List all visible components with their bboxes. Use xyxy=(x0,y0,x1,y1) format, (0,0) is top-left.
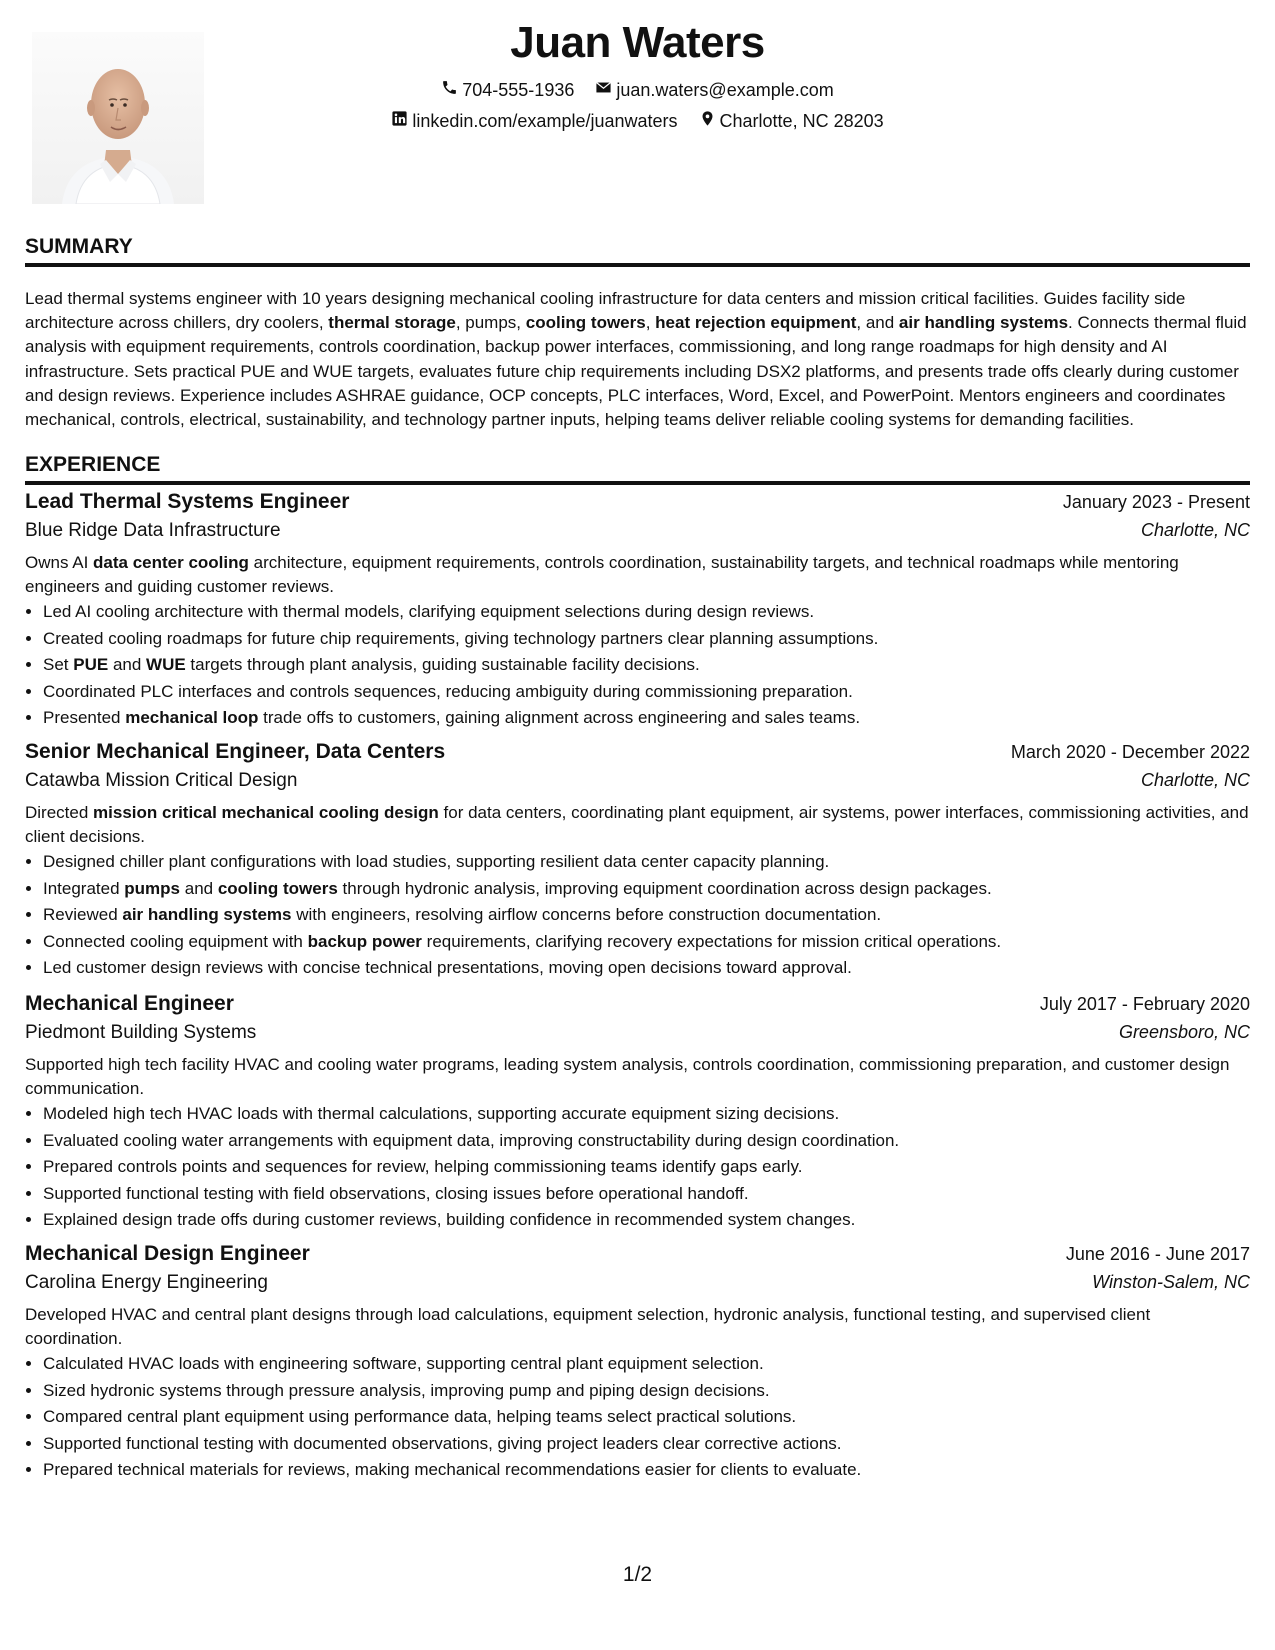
job-company-row xyxy=(25,764,1250,792)
summary-heading: SUMMARY xyxy=(25,235,1250,267)
text-segment: Reviewed xyxy=(43,905,123,924)
text-segment: Calculated HVAC loads with engineering software, supporting central plant equipment selection. xyxy=(43,1354,764,1373)
text-segment: through hydronic analysis, improving equipment coordination across design packages. xyxy=(337,878,992,898)
bullet-item xyxy=(43,1154,1250,1181)
bullet-item xyxy=(43,929,1250,956)
emphasis-text: data center cooling xyxy=(93,553,249,572)
job-description xyxy=(25,551,1250,598)
company-name: Blue Ridge Data Infrastructure xyxy=(25,520,281,541)
emphasis-text: pumps xyxy=(124,878,181,898)
text-segment: Directed xyxy=(25,803,94,822)
job-entry xyxy=(25,740,1250,982)
bullet-list xyxy=(25,599,1250,732)
job-location: Winston-Salem, NC xyxy=(1092,1272,1250,1292)
bullet-item xyxy=(43,1128,1250,1155)
bullet-item xyxy=(43,1351,1250,1378)
text-segment: , pumps, xyxy=(455,313,526,333)
text-segment: Created cooling roadmaps for future chip requirements, giving technology partners clear planning assumptions. xyxy=(43,628,879,648)
linkedin-link[interactable]: linkedin.com/example/juanwaters xyxy=(412,110,678,131)
job-entry xyxy=(25,1242,1250,1484)
text-segment: Coordinated PLC interfaces and controls sequences, reducing ambiguity during commissioning preparation. xyxy=(43,681,853,701)
contact-phone xyxy=(441,79,574,101)
job-title: Mechanical Design Engineer xyxy=(25,1242,310,1265)
map-pin-icon xyxy=(699,110,716,132)
emphasis-text: backup power xyxy=(307,931,422,951)
text-segment: with engineers, resolving airflow concerns before construction documentation. xyxy=(291,905,882,924)
job-dates: March 2020 - December 2022 xyxy=(1010,742,1250,762)
bullet-item xyxy=(43,679,1250,706)
text-segment: Supported functional testing with documented observations, giving project leaders clear corrective actions. xyxy=(43,1433,842,1453)
job-location: Charlotte, NC xyxy=(1140,770,1250,790)
emphasis-text: mission critical mechanical cooling design xyxy=(93,803,439,822)
bullet-item xyxy=(43,1181,1250,1208)
emphasis-text: PUE xyxy=(73,655,109,674)
text-segment: trade offs to customers, gaining alignment across engineering and sales teams. xyxy=(258,708,861,727)
emphasis-text: thermal storage xyxy=(328,313,456,333)
linkedin-icon xyxy=(391,110,408,132)
bullet-item xyxy=(43,1378,1250,1405)
text-segment: Sized hydronic systems through pressure analysis, improving pump and piping design decisions. xyxy=(43,1380,770,1400)
text-segment: Led customer design reviews with concise technical presentations, moving open decisions toward approval. xyxy=(43,958,852,977)
text-segment: Supported high tech facility HVAC and cooling water programs, leading system analysis, controls coordination, commissioning preparation, and customer design communication. xyxy=(25,1055,1230,1098)
contact-location xyxy=(699,110,884,132)
bullet-item xyxy=(43,599,1250,626)
bullet-list xyxy=(25,1351,1250,1484)
text-segment: Set xyxy=(43,655,74,674)
emphasis-text: cooling towers xyxy=(217,878,338,898)
job-header-row xyxy=(25,992,1250,1016)
text-segment: Prepared controls points and sequences for review, helping commissioning teams identify gaps early. xyxy=(43,1157,803,1176)
bullet-item xyxy=(43,876,1250,903)
emphasis-text: air handling systems xyxy=(122,905,292,924)
candidate-name: Juan Waters xyxy=(510,18,765,67)
text-segment: Presented xyxy=(43,708,126,727)
job-entry xyxy=(25,490,1250,732)
job-description xyxy=(25,1053,1250,1100)
company-name: Piedmont Building Systems xyxy=(25,1022,257,1043)
text-segment: Owns AI xyxy=(25,553,94,572)
bullet-item xyxy=(43,902,1250,929)
text-segment: and xyxy=(108,655,147,674)
job-dates: January 2023 - Present xyxy=(1062,492,1250,512)
text-segment: requirements, clarifying recovery expectations for mission critical operations. xyxy=(421,931,1002,951)
job-company-row xyxy=(25,1016,1250,1044)
job-title: Lead Thermal Systems Engineer xyxy=(25,490,350,513)
text-segment: targets through plant analysis, guiding sustainable facility decisions. xyxy=(185,655,700,674)
bullet-item xyxy=(43,1457,1250,1484)
bullet-list xyxy=(25,849,1250,982)
text-segment: Modeled high tech HVAC loads with thermal calculations, supporting accurate equipment sizing decisions. xyxy=(43,1104,840,1123)
job-company-row xyxy=(25,514,1250,542)
job-description xyxy=(25,1303,1250,1350)
text-segment: Designed chiller plant configurations with load studies, supporting resilient data center capacity planning. xyxy=(43,852,830,871)
contact-row-secondary xyxy=(0,110,1275,132)
bullet-item xyxy=(43,626,1250,653)
text-segment: Explained design trade offs during customer reviews, building confidence in recommended system changes. xyxy=(43,1210,856,1229)
text-segment: architecture, equipment requirements, controls coordination, sustainability targets, and technical roadmaps while mentoring engineers and guiding customer reviews. xyxy=(25,553,1179,596)
company-name: Catawba Mission Critical Design xyxy=(25,770,298,791)
job-header-row xyxy=(25,1242,1250,1266)
text-segment: Connected cooling equipment with xyxy=(43,931,308,951)
phone-text: 704-555-1936 xyxy=(462,79,575,100)
bullet-item xyxy=(43,849,1250,876)
phone-icon xyxy=(441,79,458,101)
text-segment: and xyxy=(180,878,218,898)
bullet-item xyxy=(43,1101,1250,1128)
bullet-list xyxy=(25,1101,1250,1234)
text-segment: Lead thermal systems engineer with 10 years designing mechanical cooling infrastructure for data centers and mission critical facilities. Guides facility side architecture across chillers, dry coolers, xyxy=(25,289,1186,333)
emphasis-text: cooling towers xyxy=(525,313,646,333)
bullet-item xyxy=(43,652,1250,679)
emphasis-text: WUE xyxy=(146,655,186,674)
text-segment: Prepared technical materials for reviews, making mechanical recommendations easier for clients to evaluate. xyxy=(43,1460,862,1479)
bullet-item xyxy=(43,955,1250,982)
text-segment: for data centers, coordinating plant equipment, air systems, power interfaces, commissioning activities, and client decisions. xyxy=(25,803,1249,846)
text-segment: . Connects thermal fluid analysis with equipment requirements, controls coordination, backup power interfaces, commissioning, and long range roadmaps for high density and AI infrastructure. Sets practical PUE and WUE targets, evaluates future chip requirements including DSX2 platforms, and presents trade offs clearly during customer and design reviews. Experience includes ASHRAE guidance, OCP concepts, PLC interfaces, Word, Excel, and PowerPoint. Mentors engineers and coordinates mechanical, controls, electrical, sustainability, and technology partner inputs, helping teams deliver reliable cooling systems for demanding facilities. xyxy=(25,313,1247,430)
page-number: 1/2 xyxy=(622,1563,653,1586)
job-description xyxy=(25,801,1250,848)
text-segment: Compared central plant equipment using performance data, helping teams select practical solutions. xyxy=(43,1407,797,1426)
text-segment: , xyxy=(645,313,656,333)
job-title: Mechanical Engineer xyxy=(25,992,234,1015)
envelope-icon xyxy=(595,79,612,101)
summary-text xyxy=(25,287,1250,432)
contact-email[interactable] xyxy=(595,79,833,101)
text-segment: , and xyxy=(856,313,899,333)
job-company-row xyxy=(25,1266,1250,1294)
text-segment: Integrated xyxy=(43,878,125,898)
text-segment: Developed HVAC and central plant designs through load calculations, equipment selection, hydronic analysis, functional testing, and supervised client coordination. xyxy=(25,1305,1151,1348)
job-dates: June 2016 - June 2017 xyxy=(1065,1244,1250,1264)
emphasis-text: mechanical loop xyxy=(125,708,259,727)
location-text: Charlotte, NC 28203 xyxy=(719,110,884,131)
emphasis-text: air handling systems xyxy=(898,313,1069,333)
job-dates: July 2017 - February 2020 xyxy=(1039,994,1250,1014)
bullet-item xyxy=(43,1431,1250,1458)
email-link[interactable]: juan.waters@example.com xyxy=(616,79,834,100)
bullet-item xyxy=(43,1207,1250,1234)
company-name: Carolina Energy Engineering xyxy=(25,1272,268,1293)
job-header-row xyxy=(25,490,1250,514)
text-segment: Evaluated cooling water arrangements with equipment data, improving constructability during design coordination. xyxy=(43,1130,900,1150)
bullet-item xyxy=(43,705,1250,732)
emphasis-text: heat rejection equipment xyxy=(655,313,857,333)
job-header-row xyxy=(25,740,1250,764)
contact-linkedin[interactable] xyxy=(391,110,677,132)
bullet-item xyxy=(43,1404,1250,1431)
job-title: Senior Mechanical Engineer, Data Centers xyxy=(25,740,446,763)
job-entry xyxy=(25,992,1250,1234)
job-location: Greensboro, NC xyxy=(1118,1022,1250,1042)
job-location: Charlotte, NC xyxy=(1140,520,1250,540)
text-segment: Led AI cooling architecture with thermal models, clarifying equipment selections during design reviews. xyxy=(43,602,815,621)
contact-row-primary xyxy=(0,79,1275,101)
text-segment: Supported functional testing with field observations, closing issues before operational handoff. xyxy=(43,1183,749,1203)
experience-heading: EXPERIENCE xyxy=(25,453,1250,485)
